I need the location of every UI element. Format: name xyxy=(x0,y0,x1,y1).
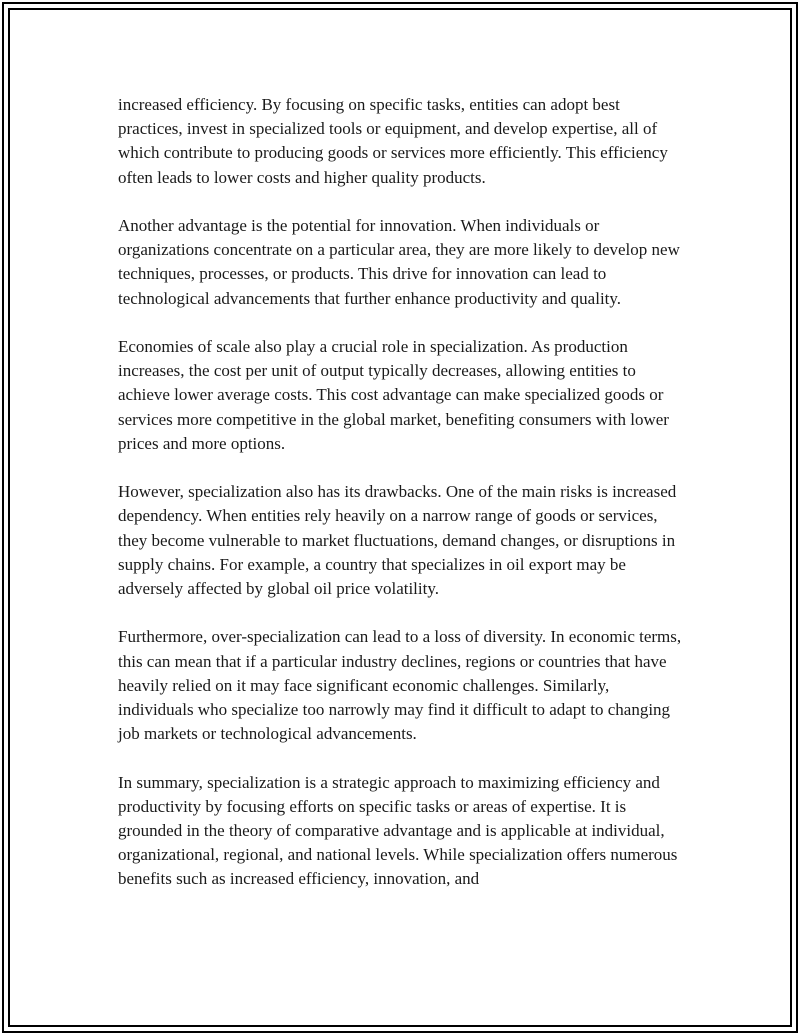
paragraph-economies-of-scale: Economies of scale also play a crucial role in specialization. As production increases, the cost per unit of output typically decreases, allowing entities to achieve lower average costs. This cost advantage can make specialized goods or services more competitive in the global market, benefiting consumers with lower prices and more options. xyxy=(118,337,669,453)
paragraph-efficiency: increased efficiency. By focusing on specific tasks, entities can adopt best practices, invest in specialized tools or equipment, and develop expertise, all of which contribute to producing goods or services more efficiently. This efficiency often leads to lower costs and higher quality products. xyxy=(118,95,668,187)
document-body xyxy=(118,93,688,892)
paragraph-over-specialization: Furthermore, over-specialization can lead to a loss of diversity. In economic terms, this can mean that if a particular industry declines, regions or countries that have heavily relied on it may face significant economic challenges. Similarly, individuals who specialize too narrowly may find it difficult to adapt to changing job markets or technological advancements. xyxy=(118,627,682,744)
paragraph-innovation: Another advantage is the potential for innovation. When individuals or organizations concentrate on a particular area, they are more likely to develop new techniques, processes, or products. This drive for innovation can lead to technological advancements that further enhance productivity and quality. xyxy=(118,216,680,308)
paragraph-drawbacks: However, specialization also has its drawbacks. One of the main risks is increased dependency. When entities rely heavily on a narrow range of goods or services, they become vulnerable to market fluctuations, demand changes, or disruptions in supply chains. For example, a country that specializes in oil export may be adversely affected by global oil price volatility. xyxy=(118,482,677,599)
paragraph-summary: In summary, specialization is a strategic approach to maximizing efficiency and productivity by focusing efforts on specific tasks or areas of expertise. It is grounded in the theory of comparative advantage and is applicable at individual, organizational, regional, and national levels. While specialization offers numerous benefits such as increased efficiency, innovation, and xyxy=(118,772,678,889)
